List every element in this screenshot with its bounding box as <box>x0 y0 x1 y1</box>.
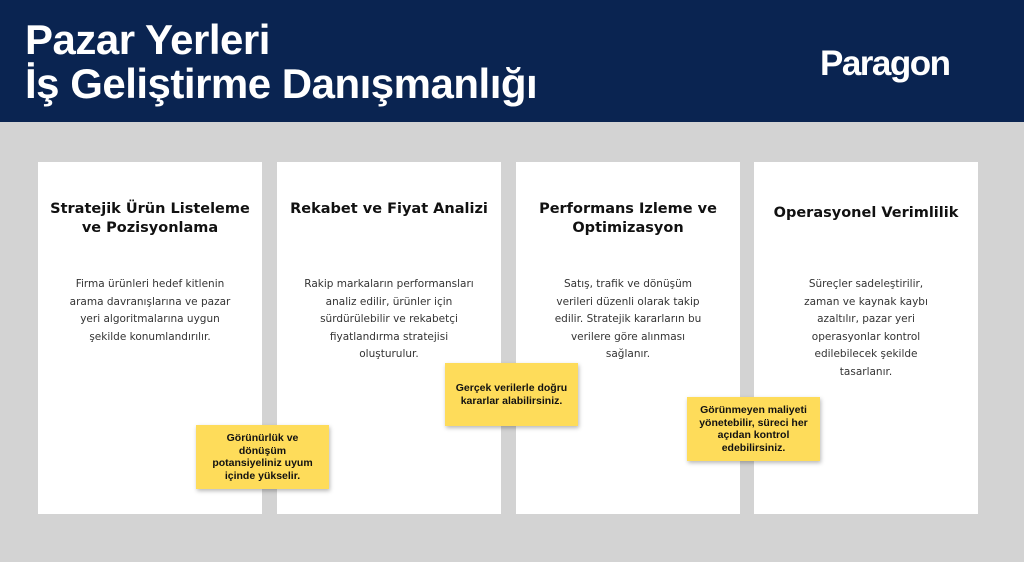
card-description: Süreçler sadeleştirilir, zaman ve kaynak kaybı azaltılır, pazar yeri operasyonlar kontrol edilebilecek şekilde tasarlanır. <box>804 278 928 378</box>
card-description: Rakip markaların performansları analiz edilir, ürünler için sürdürülebilir ve rekabetçi fiyatlandırma stratejisi oluşturulur. <box>304 278 474 361</box>
service-card-performance <box>516 162 740 514</box>
sticky-note-cost: Görünmeyen maliyeti yönetebilir, süreci her açıdan kontrol edebilirsiniz. <box>687 397 820 461</box>
service-card-efficiency <box>754 162 978 514</box>
sticky-note-visibility: Görünürlük ve dönüşüm potansiyeliniz uyum içinde yükselir. <box>196 425 329 489</box>
card-description: Firma ürünleri hedef kitlenin arama davranışlarına ve pazar yeri algoritmalarına uygun şekilde konumlandırılır. <box>69 278 231 343</box>
card-title: Stratejik Ürün Listeleme ve Pozisyonlama <box>50 201 250 236</box>
page-title <box>25 18 537 106</box>
header-banner <box>0 0 1024 122</box>
page-title-line-2: İş Geliştirme Danışmanlığı <box>25 60 538 107</box>
card-title: Performans Izleme ve Optimizasyon <box>539 201 717 236</box>
card-title: Operasyonel Verimlilik <box>773 205 959 221</box>
sticky-note-data: Gerçek verilerle doğru kararlar alabilirsiniz. <box>445 363 578 426</box>
paragon-logo: Paragon <box>820 44 950 83</box>
card-title: Rekabet ve Fiyat Analizi <box>290 201 488 217</box>
page-title-line-1: Pazar Yerleri <box>25 16 270 63</box>
card-description: Satış, trafik ve dönüşüm verileri düzenli olarak takip edilir. Stratejik kararların bu verilere göre alınması sağlanır. <box>554 278 702 361</box>
